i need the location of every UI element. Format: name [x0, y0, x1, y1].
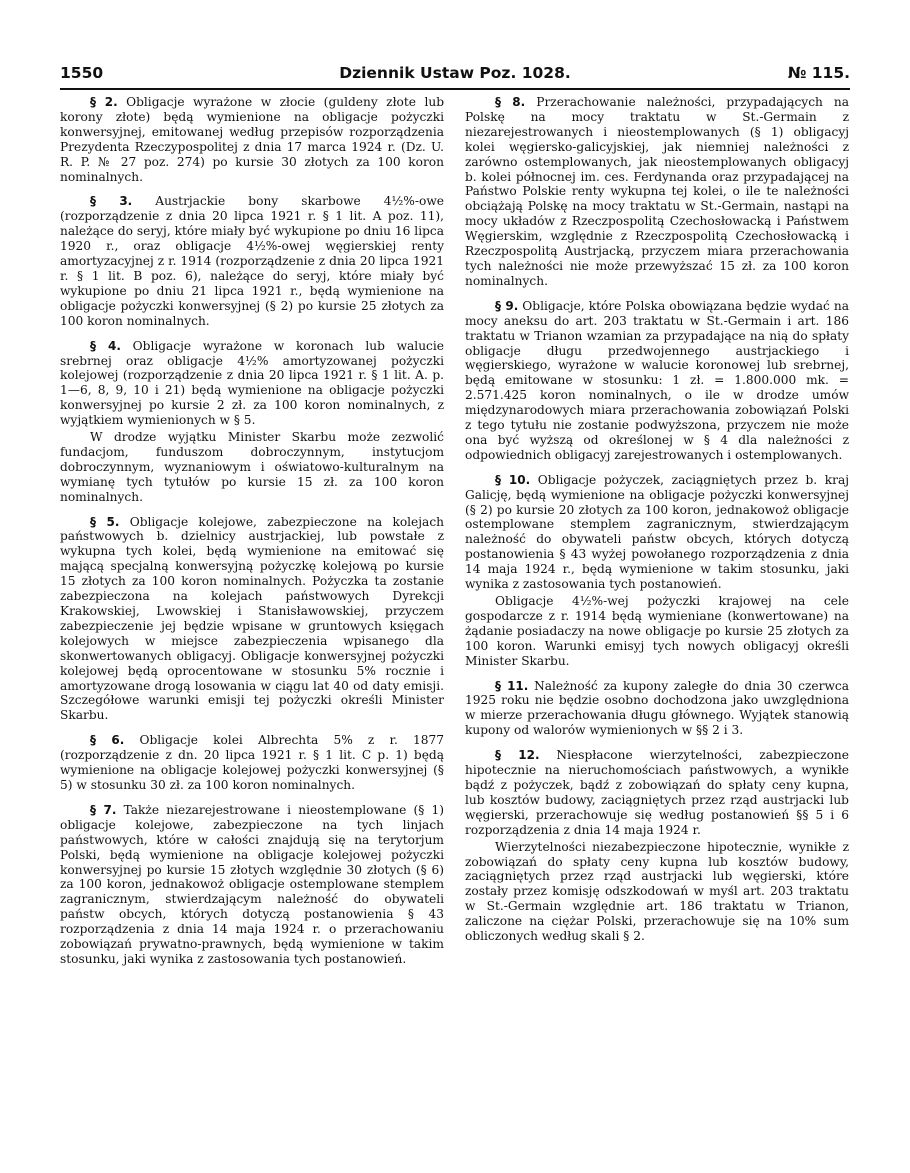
section-mark: § 8.	[495, 95, 526, 109]
paragraph-text: Należność za kupony zaległe do dnia 30 czerwca 1925 roku nie będzie osobno dochodzona jako uwzględniona w mierze przerachowania długu głównego. Wyjątek stanowią kupony od walorów wymienionych w §§ 2 i 3.	[465, 678, 849, 738]
section-mark: § 3.	[90, 194, 133, 209]
paragraph-section-10	[465, 473, 849, 592]
paragraph-continuation	[465, 594, 849, 669]
section-mark: § 5.	[90, 514, 120, 529]
paragraph-section-4	[60, 339, 444, 428]
section-mark: § 4.	[90, 338, 121, 353]
paragraph-text: Także niezarejestrowane i nieostemplowane (§ 1) obligacje kolejowe, zabezpieczone na tych linjach państwowych, które w całości znajdują się na terytorjum Polski, będą wymienione na obligacje kolejowej pożyczki konwersyjnej po kursie 15 złotych względnie 30 złotych (§ 6) za 100 koron, jednakowoż obligacje ostemplowane stemplem zagranicznym, stwierdzającym należność do obywateli państw obcych, których dotyczą postanowienia § 43 rozporządzenia z dnia 14 maja 1924 r. o przerachowaniu zobowiązań prywatno-prawnych, będą wymienione w takim stosunku, jaki wynika z zastosowania tych postanowień.	[60, 802, 444, 966]
paragraph-text: Obligacje kolejowe, zabezpieczone na kolejach państwowych b. dzielnicy austrjackiej, lub powstałe z wykupna tych kolei, będą wymienione na emitować się mającą specjalną konwersyjną pożyczkę kolejową po kursie 15 złotych za 100 koron nominalnych. Pożyczka ta zostanie zabezpieczona na kolejach państwowych Dyrekcji Krakowskiej, Lwowskiej i Stanisławowskiej, przyczem zabezpieczenie jej będzie wpisane w gruntowych księgach kolejowych w miejsce zabezpieczenia wpisanego dla skonwertowanych obligacyj. Obligacje konwersyjnej pożyczki kolejowej będą oprocentowane w stosunku 5% rocznie i amortyzowane drogą losowania w ciągu lat 40 od daty emisji. Szczegółowe warunki emisji tej pożyczki określi Minister Skarbu.	[60, 514, 444, 723]
paragraph-text: Obligacje kolei Albrechta 5% z r. 1877 (rozporządzenie z dn. 20 lipca 1921 r. § 1 lit. C p. 1) będą wymienione na obligacje kolejowej pożyczki konwersyjnej (§ 5) w stosunku 30 zł. za 100 koron nominalnych.	[60, 733, 444, 792]
right-column	[465, 95, 849, 1155]
paragraph-section-12	[465, 748, 849, 837]
paragraph-text: Obligacje wyrażone w złocie (guldeny złote lub korony złote) będą wymienione na obligacje pożyczki konwersyjnej, emitowanej według przepisów rozporządzenia Prezydenta Rzeczypospolitej z dnia 17 marca 1924 r. (Dz. U. R. P. № 27 poz. 274) po kursie 30 złotych za 100 koron nominalnych.	[60, 95, 444, 184]
paragraph-text: Wierzytelności niezabezpieczone hipotecznie, wynikłe z zobowiązań do spłaty ceny kupna lub kosztów budowy, zaciągniętych przez rząd austrjacki lub węgierski, które zostały przez komisję odszkodowań w myśl art. 203 traktatu w St.-Germain względnie art. 186 traktatu w Trianon, zaliczone na ciężar Polski, przerachowuje się na 10% sum obliczonych według skali § 2.	[465, 839, 849, 944]
paragraph-section-6	[60, 733, 444, 793]
paragraph-text: Obligacje, które Polska obowiązana będzie wydać na mocy aneksu do art. 203 traktatu w St.-Germain i art. 186 traktatu w Trianon wzamian za przypadające na nią do spłaty obligacje długu przedwojennego austrjackiego i węgierskiego, wyrażone w walucie koronowej lub srebrnej, będą emitowane w stosunku: 1 zł. = 1.800.000 mk. = 2.571.425 koron nominalnych, o ile w drodze umów międzynarodowych miara przerachowania zobowiązań Polski z tego tytułu nie zostanie podwyższona, przyczem nie może ona być wyższą od określonej w § 4 dla należności z odpowiednich obligacyj zarejestrowanych i ostemplowanych.	[465, 298, 849, 462]
paragraph-text: Obligacje pożyczek, zaciągniętych przez b. kraj Galicję, będą wymienione na obligacje pożyczki konwersyjnej (§ 2) po kursie 20 złotych za 100 koron, jednakowoż obligacje ostemplowane stemplem zagranicznym, stwierdzającym należność do obywateli państw obcych, których dotyczą postanowienia § 43 wyżej powołanego rozporządzenia z dnia 14 maja 1924 r., będą wymienione w takim stosunku, jaki wynika z zastosowania tych postanowień.	[465, 472, 849, 592]
paragraph-continuation	[465, 840, 849, 944]
section-mark: § 6.	[90, 733, 125, 748]
paragraph-text: Przerachowanie należności, przypadających na Polskę na mocy traktatu w St.-Germain z niezarejestrowanych i nieostemplowanych (§ 1) obligacyj kolei węgiersko-galicyjskiej, jak niemniej należności z zarówno ostemplowanych, jak nieostemplowanych obligacyj b. kolei północnej im. ces. Ferdynanda oraz przypadającej na Państwo Polskie renty wykupna tej kolei, o ile te należności obciążają Polskę na mocy traktatu w St.-Germain, nastąpi na mocy układów z Rzeczpospolitą Czechosłowacką i Państwem Węgierskim, względnie z Rzeczpospolitą Czechosłowacką i Rzeczpospolitą Austrjacką, przyczem miara przerachowania tych należności nie może przewyższać 15 zł. za 100 koron nominalnych.	[465, 95, 849, 288]
issue-number: № 115.	[787, 64, 850, 82]
left-column	[60, 95, 444, 1155]
page-header	[60, 60, 850, 90]
paragraph-section-9	[465, 299, 849, 463]
paragraph-text: Obligacje 4½%-wej pożyczki krajowej na cele gospodarcze z r. 1914 będą wymieniane (konwertowane) na żądanie posiadaczy na nowe obligacje po kursie 25 złotych za 100 koron. Warunki emisyj tych nowych obligacyj określi Minister Skarbu.	[465, 594, 849, 668]
paragraph-section-8	[465, 95, 849, 289]
paragraph-continuation	[60, 430, 444, 505]
paragraph-section-3	[60, 194, 444, 328]
page-number: 1550	[60, 64, 104, 82]
paragraph-section-2	[60, 95, 444, 184]
paragraph-section-11	[465, 679, 849, 739]
section-mark: § 2.	[90, 95, 118, 109]
section-mark: § 12.	[495, 748, 540, 763]
section-mark: § 10.	[495, 472, 531, 487]
paragraph-text: W drodze wyjątku Minister Skarbu może zezwolić fundacjom, funduszom dobroczynnym, instytucjom dobroczynnym, wyznaniowym i oświatowo-kulturalnym na wymianę tych tytułów po kursie 15 zł. za 100 koron nominalnych.	[60, 430, 444, 504]
paragraph-text: Niespłacone wierzytelności, zabezpieczone hipotecznie na nieruchomościach państwowych, a wynikłe bądź z pożyczek, bądź z zobowiązań do spłaty ceny kupna, lub kosztów budowy, zaciągniętych przez rząd austrjacki lub węgierski, przerachowuje się według postanowień §§ 5 i 6 rozporządzenia z dnia 14 maja 1924 r.	[465, 748, 849, 837]
section-mark: § 11.	[495, 678, 529, 693]
section-mark: § 9.	[495, 298, 519, 313]
paragraph-section-5	[60, 515, 444, 724]
paragraph-text: Austrjackie bony skarbowe 4½%-owe (rozporządzenie z dnia 20 lipca 1921 r. § 1 lit. A poz. 11), należące do seryj, które miały być wykupione po dniu 16 lipca 1920 r., oraz obligacje 4½%-owej węgierskiej renty amortyzacyjnej z r. 1914 (rozporządzenie z dnia 20 lipca 1921 r. § 1 lit. B poz. 6), należące do seryj, które miały być wykupione po dniu 21 lipca 1921 r., będą wymienione na obligacje pożyczki konwersyjnej (§ 2) po kursie 25 złotych za 100 koron nominalnych.	[60, 194, 444, 328]
journal-title: Dziennik Ustaw Poz. 1028.	[339, 64, 571, 82]
paragraph-text: Obligacje wyrażone w koronach lub walucie srebrnej oraz obligacje 4½% amortyzowanej pożyczki kolejowej (rozporządzenie z dnia 20 lipca 1921 r. § 1 lit. A. p. 1—6, 8, 9, 10 i 21) będą wymienione na obligacje pożyczki konwersyjnej po kursie 2 zł. za 100 koron nominalnych, z wyjątkiem wymienionych w § 5.	[60, 338, 444, 428]
section-mark: § 7.	[90, 802, 117, 817]
paragraph-section-7	[60, 803, 444, 967]
